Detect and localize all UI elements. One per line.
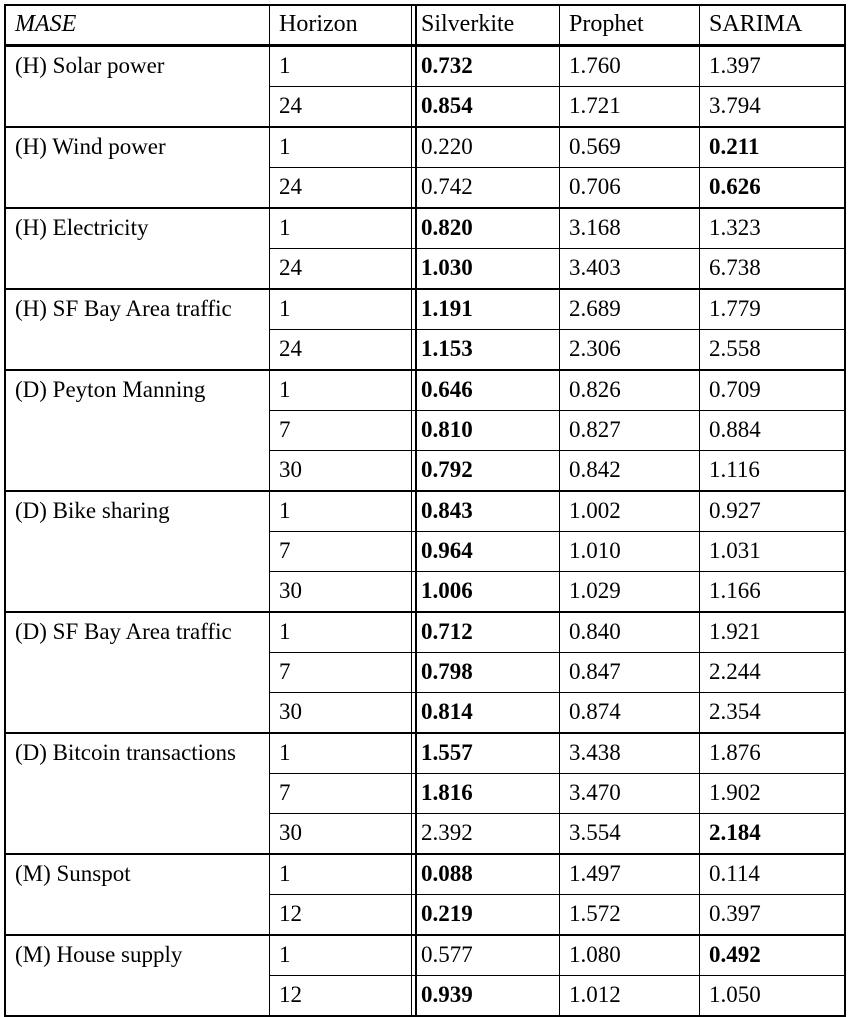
horizon-cell: 24 xyxy=(270,248,412,288)
sarima-cell: 0.492 xyxy=(700,934,844,975)
sarima-cell: 1.031 xyxy=(700,531,844,571)
dataset-name-cell: (D) Bitcoin transactions xyxy=(6,732,270,853)
horizon-cell: 30 xyxy=(270,450,412,490)
prophet-cell: 1.760 xyxy=(560,45,700,86)
horizon-cell: 7 xyxy=(270,410,412,450)
sarima-cell: 2.244 xyxy=(700,652,844,692)
prophet-cell: 3.403 xyxy=(560,248,700,288)
horizon-cell: 24 xyxy=(270,329,412,369)
silverkite-cell: 1.191 xyxy=(412,288,560,329)
table-row xyxy=(6,611,844,652)
sarima-cell: 0.626 xyxy=(700,167,844,207)
table-row xyxy=(6,45,844,86)
silverkite-cell: 0.646 xyxy=(412,369,560,410)
prophet-cell: 1.010 xyxy=(560,531,700,571)
header-row xyxy=(6,6,844,45)
horizon-cell: 1 xyxy=(270,369,412,410)
prophet-cell: 1.012 xyxy=(560,975,700,1015)
column-header-prophet: Prophet xyxy=(560,6,700,45)
dataset-name-cell: (D) Bike sharing xyxy=(6,490,270,611)
silverkite-cell: 0.939 xyxy=(412,975,560,1015)
mase-results-table-container xyxy=(4,4,842,1017)
horizon-cell: 1 xyxy=(270,490,412,531)
prophet-cell: 1.497 xyxy=(560,853,700,894)
horizon-cell: 30 xyxy=(270,571,412,611)
sarima-cell: 1.116 xyxy=(700,450,844,490)
table-row xyxy=(6,490,844,531)
sarima-cell: 3.794 xyxy=(700,86,844,126)
silverkite-cell: 0.792 xyxy=(412,450,560,490)
sarima-cell: 1.397 xyxy=(700,45,844,86)
horizon-cell: 1 xyxy=(270,288,412,329)
silverkite-cell: 0.854 xyxy=(412,86,560,126)
table-row xyxy=(6,207,844,248)
prophet-cell: 0.569 xyxy=(560,126,700,167)
prophet-cell: 0.842 xyxy=(560,450,700,490)
silverkite-cell: 0.964 xyxy=(412,531,560,571)
column-header-sarima: SARIMA xyxy=(700,6,844,45)
prophet-cell: 0.874 xyxy=(560,692,700,732)
horizon-cell: 1 xyxy=(270,934,412,975)
silverkite-cell: 1.153 xyxy=(412,329,560,369)
prophet-cell: 3.554 xyxy=(560,813,700,853)
table-row xyxy=(6,853,844,894)
sarima-cell: 0.114 xyxy=(700,853,844,894)
sarima-cell: 0.709 xyxy=(700,369,844,410)
prophet-cell: 0.706 xyxy=(560,167,700,207)
dataset-name-cell: (H) Electricity xyxy=(6,207,270,288)
silverkite-cell: 0.219 xyxy=(412,894,560,934)
horizon-cell: 7 xyxy=(270,773,412,813)
silverkite-cell: 0.798 xyxy=(412,652,560,692)
table-header xyxy=(6,6,844,45)
prophet-cell: 3.470 xyxy=(560,773,700,813)
dataset-name-cell: (D) Peyton Manning xyxy=(6,369,270,490)
prophet-cell: 1.002 xyxy=(560,490,700,531)
silverkite-cell: 0.732 xyxy=(412,45,560,86)
silverkite-cell: 0.577 xyxy=(412,934,560,975)
horizon-cell: 30 xyxy=(270,813,412,853)
prophet-cell: 1.572 xyxy=(560,894,700,934)
sarima-cell: 0.211 xyxy=(700,126,844,167)
silverkite-cell: 0.814 xyxy=(412,692,560,732)
sarima-cell: 1.166 xyxy=(700,571,844,611)
horizon-cell: 1 xyxy=(270,853,412,894)
dataset-name-cell: (M) Sunspot xyxy=(6,853,270,934)
dataset-name-cell: (M) House supply xyxy=(6,934,270,1015)
sarima-cell: 0.397 xyxy=(700,894,844,934)
prophet-cell: 3.438 xyxy=(560,732,700,773)
column-header-silverkite: Silverkite xyxy=(412,6,560,45)
silverkite-cell: 1.006 xyxy=(412,571,560,611)
silverkite-cell: 0.088 xyxy=(412,853,560,894)
sarima-cell: 2.354 xyxy=(700,692,844,732)
horizon-cell: 1 xyxy=(270,45,412,86)
table-row xyxy=(6,126,844,167)
dataset-name-cell: (D) SF Bay Area traffic xyxy=(6,611,270,732)
table-row xyxy=(6,369,844,410)
sarima-cell: 1.921 xyxy=(700,611,844,652)
sarima-cell: 1.323 xyxy=(700,207,844,248)
prophet-cell: 0.826 xyxy=(560,369,700,410)
silverkite-cell: 0.712 xyxy=(412,611,560,652)
horizon-cell: 24 xyxy=(270,86,412,126)
horizon-cell: 1 xyxy=(270,126,412,167)
sarima-cell: 6.738 xyxy=(700,248,844,288)
prophet-cell: 0.847 xyxy=(560,652,700,692)
horizon-cell: 12 xyxy=(270,975,412,1015)
silverkite-cell: 0.220 xyxy=(412,126,560,167)
silverkite-cell: 0.810 xyxy=(412,410,560,450)
sarima-cell: 2.184 xyxy=(700,813,844,853)
horizon-cell: 24 xyxy=(270,167,412,207)
table-body xyxy=(6,45,844,1015)
sarima-cell: 0.884 xyxy=(700,410,844,450)
prophet-cell: 2.689 xyxy=(560,288,700,329)
horizon-cell: 30 xyxy=(270,692,412,732)
silverkite-cell: 0.843 xyxy=(412,490,560,531)
horizon-cell: 1 xyxy=(270,207,412,248)
horizon-cell: 7 xyxy=(270,531,412,571)
silverkite-cell: 0.820 xyxy=(412,207,560,248)
dataset-name-cell: (H) Solar power xyxy=(6,45,270,126)
table-row xyxy=(6,732,844,773)
table-row xyxy=(6,288,844,329)
sarima-cell: 1.902 xyxy=(700,773,844,813)
horizon-cell: 12 xyxy=(270,894,412,934)
sarima-cell: 0.927 xyxy=(700,490,844,531)
dataset-name-cell: (H) Wind power xyxy=(6,126,270,207)
silverkite-cell: 1.030 xyxy=(412,248,560,288)
column-header-mase: MASE xyxy=(6,6,270,45)
prophet-cell: 1.029 xyxy=(560,571,700,611)
silverkite-cell: 2.392 xyxy=(412,813,560,853)
prophet-cell: 0.827 xyxy=(560,410,700,450)
prophet-cell: 0.840 xyxy=(560,611,700,652)
prophet-cell: 3.168 xyxy=(560,207,700,248)
sarima-cell: 1.876 xyxy=(700,732,844,773)
silverkite-cell: 1.557 xyxy=(412,732,560,773)
sarima-cell: 1.779 xyxy=(700,288,844,329)
horizon-cell: 1 xyxy=(270,732,412,773)
horizon-cell: 7 xyxy=(270,652,412,692)
prophet-cell: 1.080 xyxy=(560,934,700,975)
silverkite-cell: 1.816 xyxy=(412,773,560,813)
silverkite-cell: 0.742 xyxy=(412,167,560,207)
dataset-name-cell: (H) SF Bay Area traffic xyxy=(6,288,270,369)
prophet-cell: 2.306 xyxy=(560,329,700,369)
prophet-cell: 1.721 xyxy=(560,86,700,126)
table-row xyxy=(6,934,844,975)
horizon-cell: 1 xyxy=(270,611,412,652)
column-header-horizon: Horizon xyxy=(270,6,412,45)
sarima-cell: 2.558 xyxy=(700,329,844,369)
mase-results-table xyxy=(4,4,846,1017)
sarima-cell: 1.050 xyxy=(700,975,844,1015)
